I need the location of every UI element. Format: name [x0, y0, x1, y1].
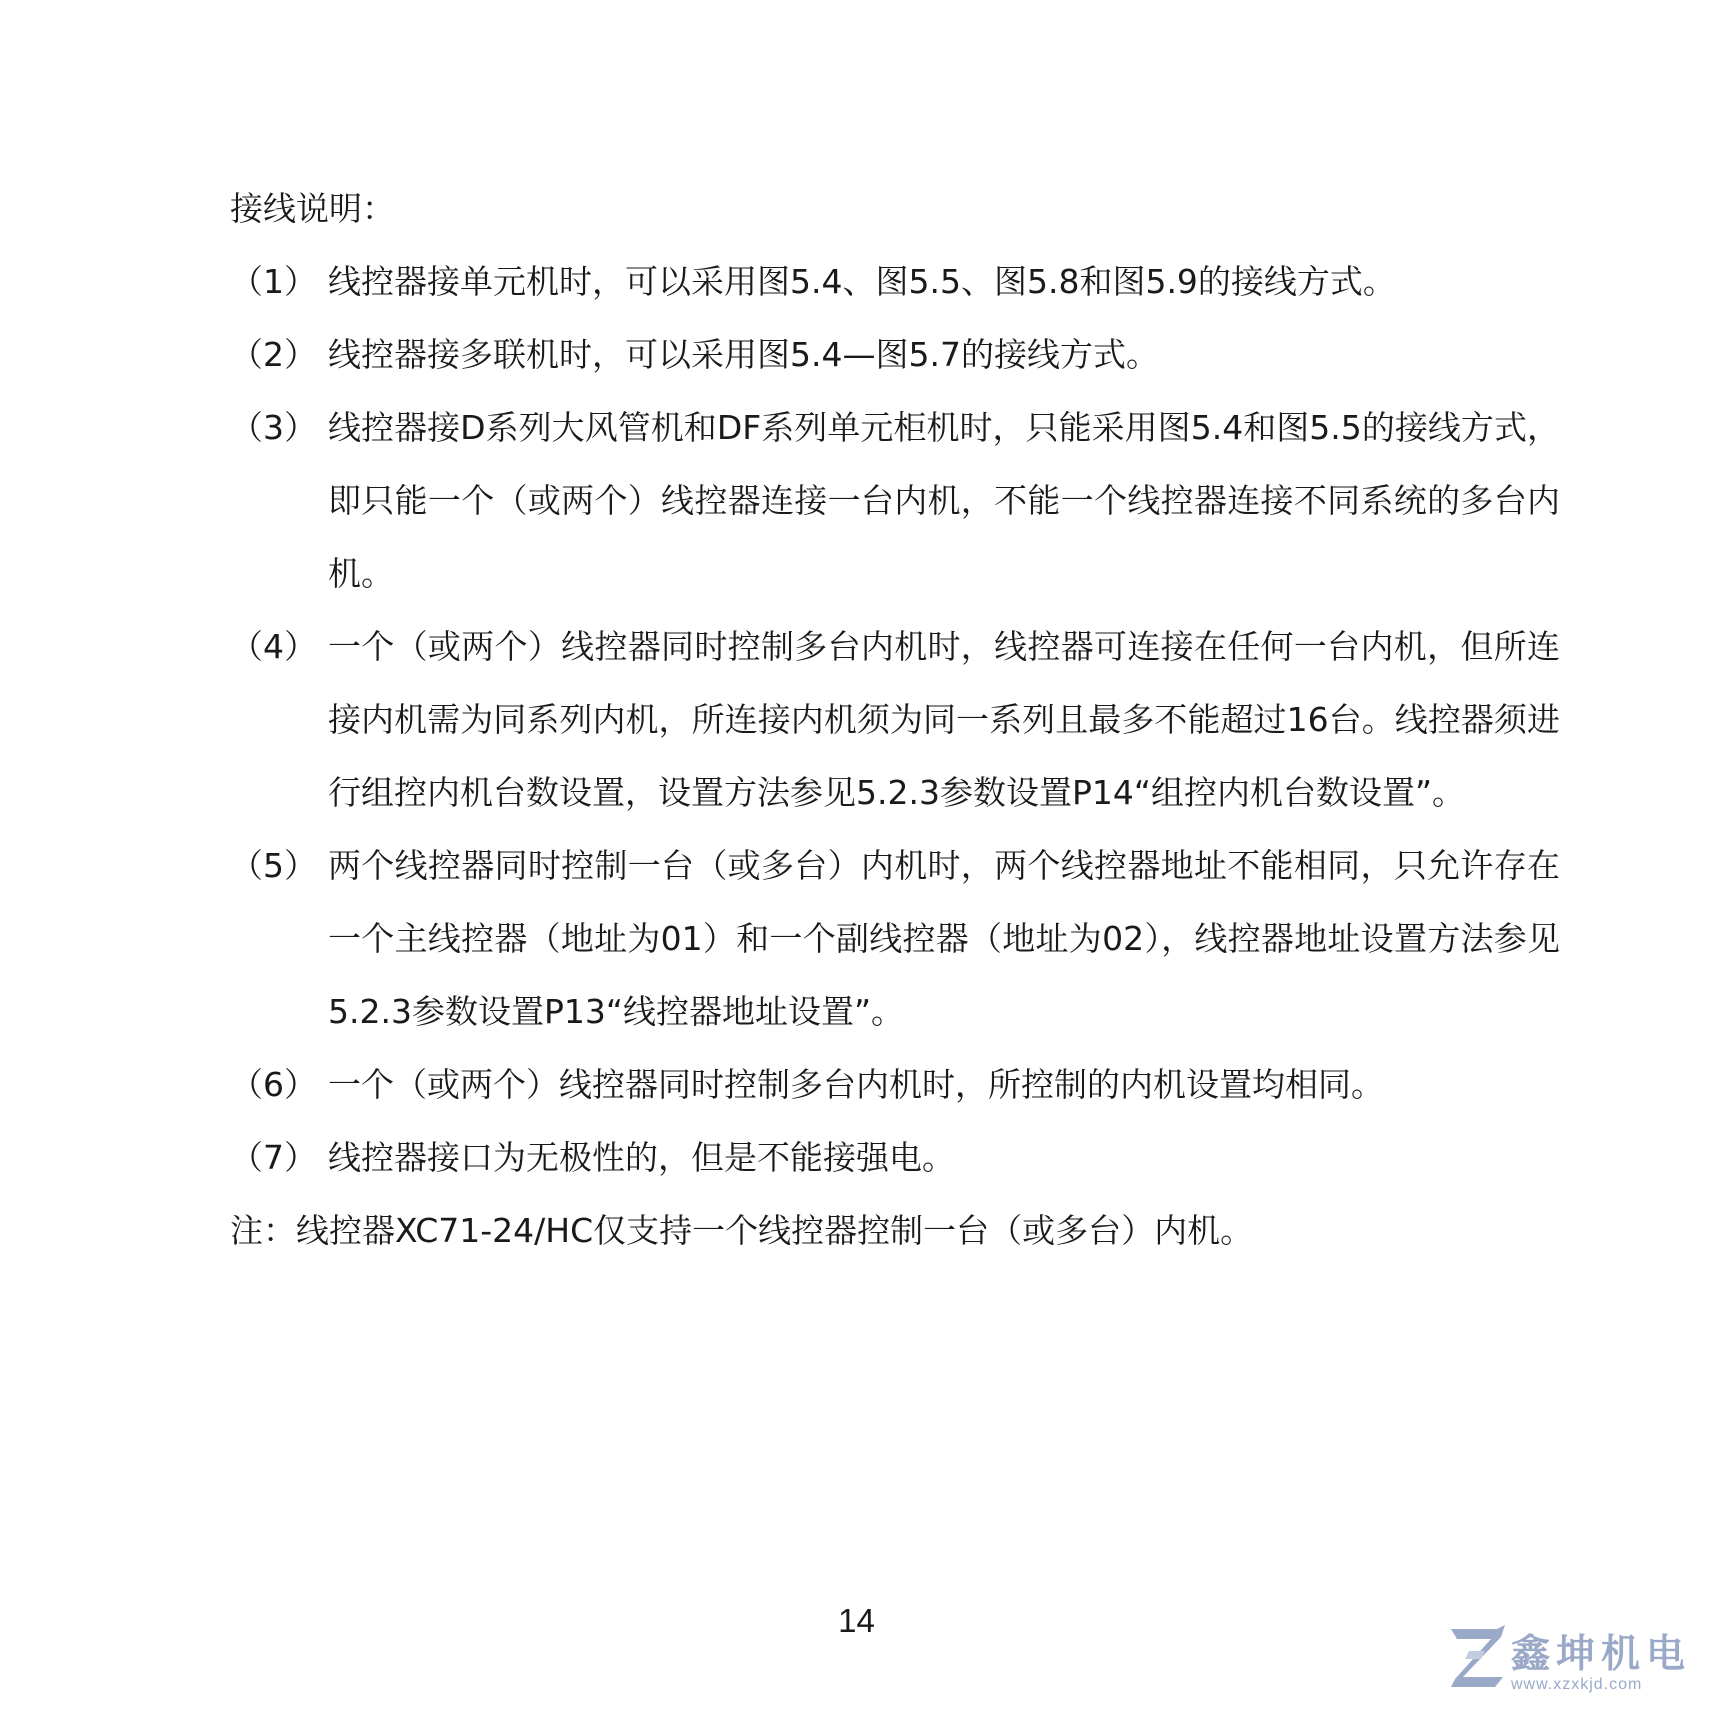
item-number: （4） — [230, 627, 317, 666]
brand-logo-icon — [1445, 1621, 1515, 1691]
item-number: （1） — [230, 262, 317, 301]
item-number: （3） — [230, 408, 317, 447]
document-body — [230, 172, 1560, 1267]
item-text: 两个线控器同时控制一台（或多台）内机时，两个线控器地址不能相同，只允许存在一个主线控器（地址为01）和一个副线控器（地址为02），线控器地址设置方法参见5.2.3参数设置P13“线控器地址设置”。 — [328, 846, 1560, 1031]
item-number: （2） — [230, 335, 317, 374]
item-number: （7） — [230, 1138, 317, 1177]
list-item-2 — [230, 318, 1560, 391]
watermark-url: www.xzxkjd.com — [1511, 1676, 1643, 1693]
list-item-4 — [230, 610, 1560, 829]
list-item-6 — [230, 1048, 1560, 1121]
list-item-5 — [230, 829, 1560, 1048]
footnote: 注：线控器XC71-24/HC仅支持一个线控器控制一台（或多台）内机。 — [230, 1211, 1254, 1250]
list-item-7 — [230, 1121, 1560, 1194]
item-text: 线控器接单元机时，可以采用图5.4、图5.5、图5.8和图5.9的接线方式。 — [328, 262, 1396, 301]
item-text: 线控器接D系列大风管机和DF系列单元柜机时，只能采用图5.4和图5.5的接线方式，即只能一个（或两个）线控器连接一台内机，不能一个线控器连接不同系统的多台内机。 — [328, 408, 1560, 593]
section-heading: 接线说明： — [230, 189, 395, 228]
item-text: 一个（或两个）线控器同时控制多台内机时，所控制的内机设置均相同。 — [328, 1065, 1384, 1104]
list-item-1 — [230, 245, 1560, 318]
item-text: 线控器接多联机时，可以采用图5.4—图5.7的接线方式。 — [328, 335, 1159, 374]
list-item-3 — [230, 391, 1560, 610]
item-text: 线控器接口为无极性的，但是不能接强电。 — [328, 1138, 955, 1177]
item-number: （5） — [230, 846, 317, 885]
page-number: 14 — [838, 1602, 875, 1639]
item-number: （6） — [230, 1065, 317, 1104]
watermark-brand-name: 鑫坤机电 — [1511, 1632, 1692, 1677]
item-text: 一个（或两个）线控器同时控制多台内机时，线控器可连接在任何一台内机，但所连接内机需为同系列内机，所连接内机须为同一系列且最多不能超过16台。线控器须进行组控内机台数设置，设置方法参见5.2.3参数设置P14“组控内机台数设置”。 — [328, 627, 1560, 812]
watermark — [1445, 1621, 1695, 1709]
